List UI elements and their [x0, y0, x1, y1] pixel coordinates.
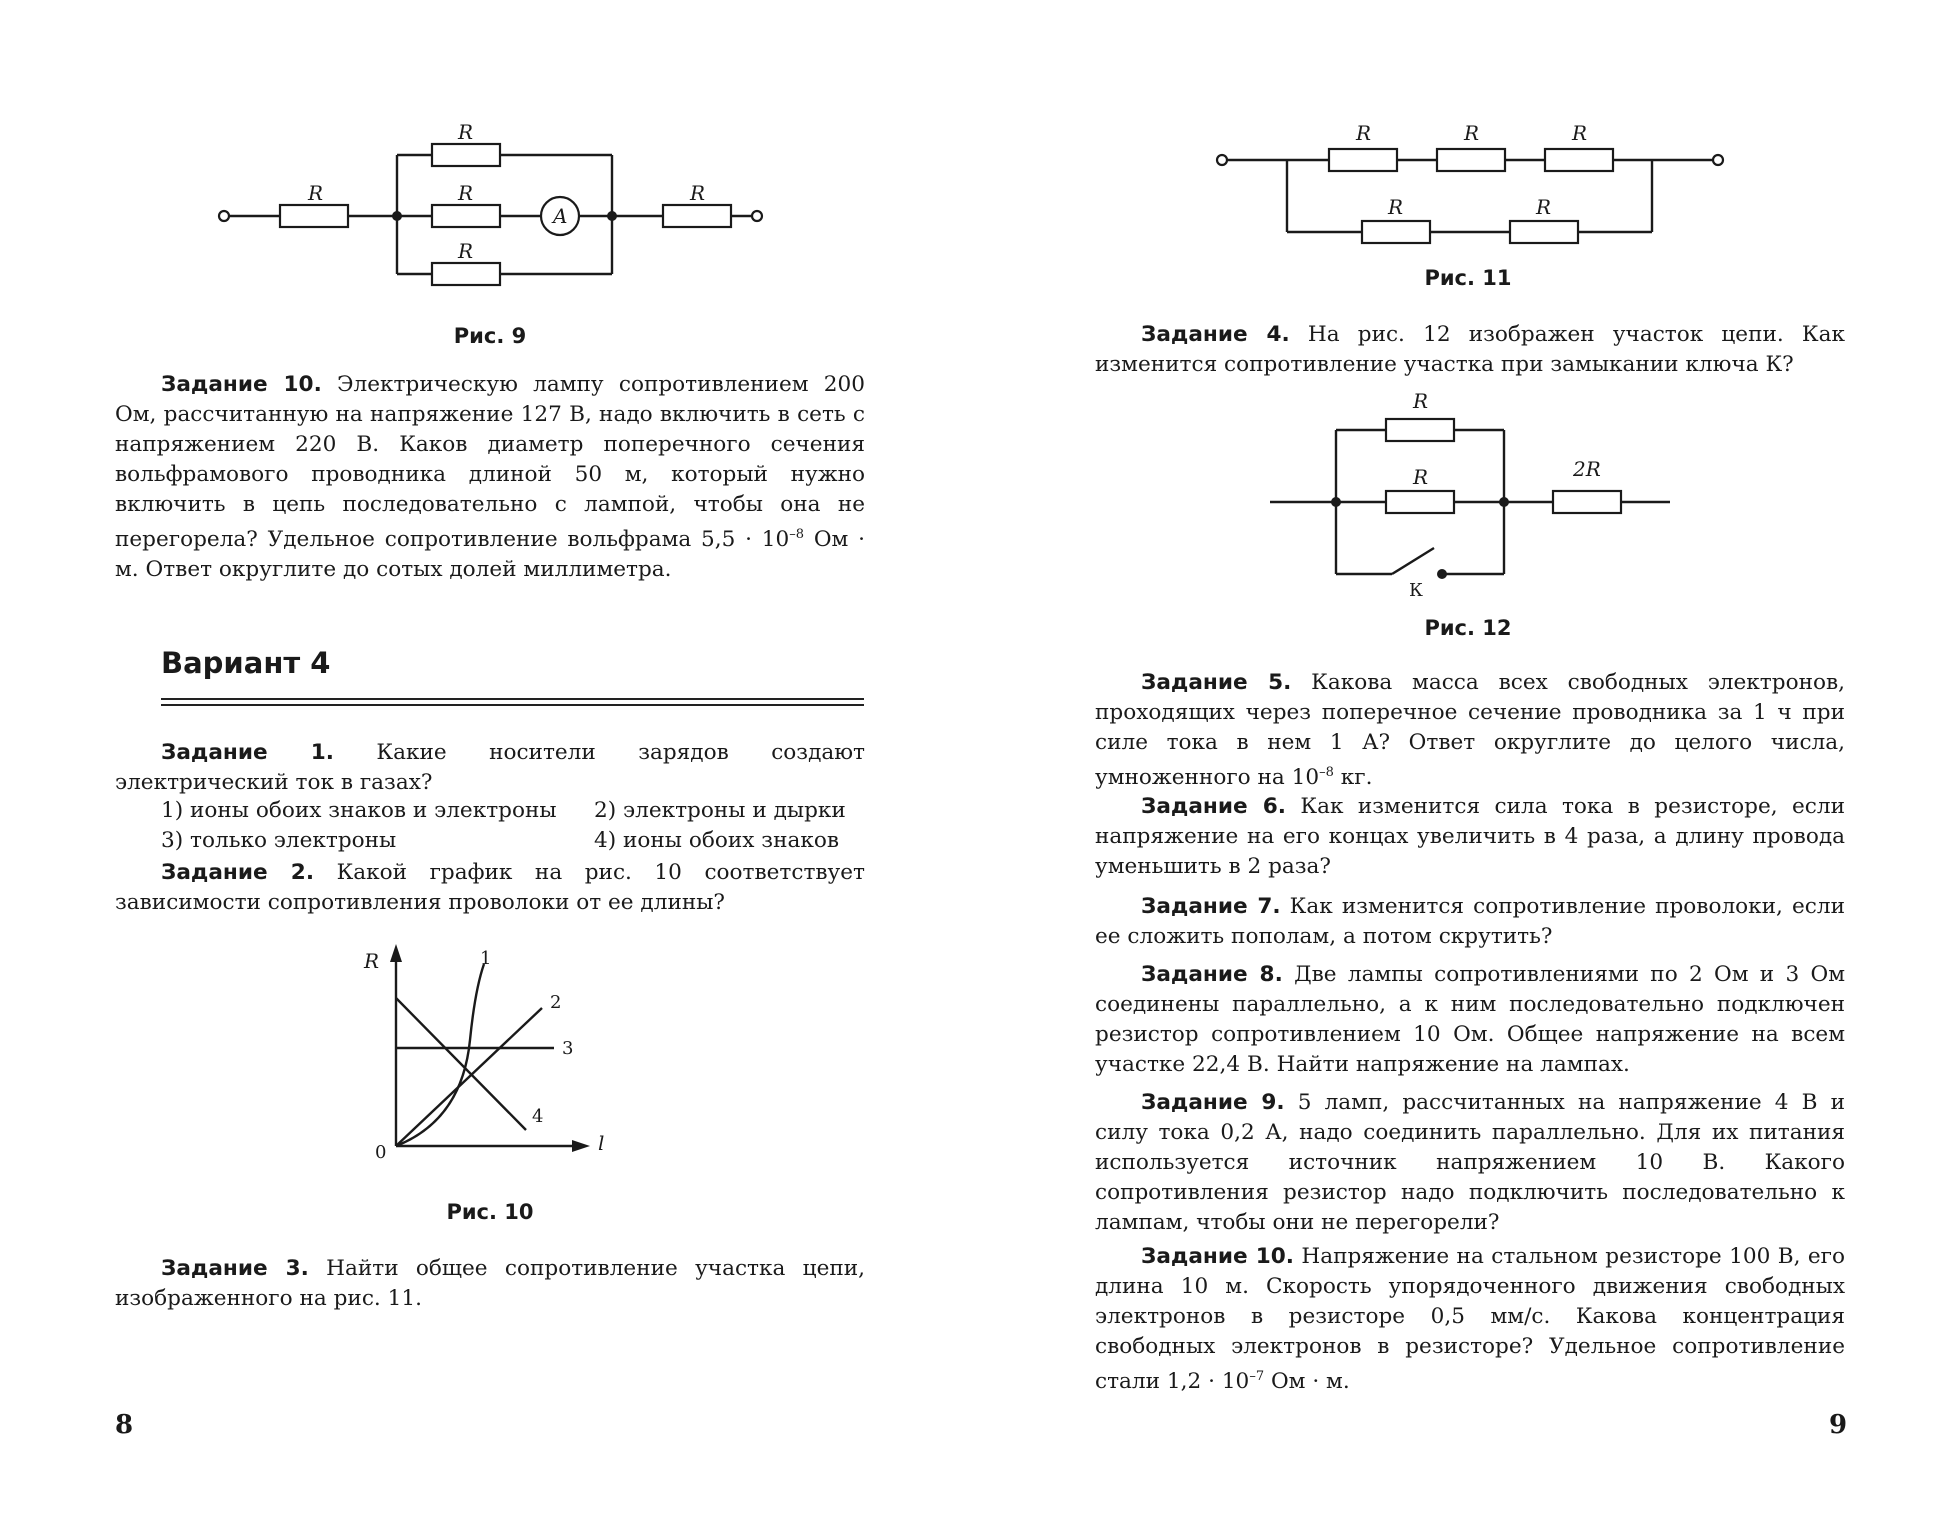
figure-10-caption: Рис. 10: [446, 1200, 534, 1224]
graph-line-1: [396, 964, 484, 1146]
task-1-option-1: 1) ионы обоих знаков и электроны: [161, 798, 557, 823]
fig12-label-2r: 2R: [1573, 457, 1601, 481]
fig11-terminal-left: [1217, 155, 1227, 165]
task-5-text: Какова масса всех свободных электронов, проходящих через поперечное сечение проводника за 1 ч при силе тока в нем 1 А? Ответ округлите до целого числа, умноженного на 10: [1095, 670, 1845, 791]
task-6-text: Как изменится сила тока в резисторе, если напряжение на его концах увеличить в 4 раза, а длину провода уменьшить в 2 раза?: [1095, 794, 1845, 879]
fig11-resistor-top-3: [1545, 149, 1613, 171]
terminal-left: [219, 211, 229, 221]
graph-line-4: [396, 998, 526, 1130]
task-6-label: Задание 6.: [1141, 794, 1286, 819]
fig10-curve-4-label: 4: [532, 1106, 544, 1127]
fig12-label-r-top: R: [1413, 389, 1429, 413]
figure-11-caption: Рис. 11: [1424, 266, 1512, 290]
page-number-right: 9: [1829, 1410, 1848, 1440]
variant-rule-bottom: [161, 704, 864, 706]
task-5-text-end: кг.: [1333, 765, 1373, 791]
fig11-label-bottom-2: R: [1536, 195, 1552, 219]
task-1: [115, 738, 865, 798]
task-1-option-2: 2) электроны и дырки: [594, 798, 846, 823]
fig12-resistor-top: [1386, 419, 1454, 441]
task-1-label: Задание 1.: [161, 740, 334, 765]
task-5-exp: –8: [1319, 765, 1334, 780]
task-7: [1095, 892, 1845, 952]
fig9-label-r-right: R: [690, 181, 706, 205]
right-page: [973, 0, 1946, 1520]
task-10-right-exp: –7: [1249, 1369, 1265, 1384]
figure-9-caption: Рис. 9: [453, 324, 527, 348]
fig11-resistor-bottom-1: [1362, 221, 1430, 243]
task-9-text: 5 ламп, рассчитанных на напряжение 4 В и силу тока 0,2 А, надо соединить параллельно. Для их питания используется источник напряжением 10 В. Какого сопротивления резистор надо подключить последовательно к лампам, чтобы они не перегорели?: [1095, 1090, 1845, 1235]
fig11-terminal-right: [1713, 155, 1723, 165]
task-10-right: [1095, 1242, 1845, 1397]
task-2-label: Задание 2.: [161, 860, 315, 885]
resistor-middle: [432, 205, 500, 227]
task-10-left-text: Электрическую лампу сопротивлением 200 Ом, рассчитанную на напряжение 127 В, надо включить в сеть с напряжением 220 В. Каков диаметр поперечного сечения вольфрамового проводника длиной 50 м, который нужно включить в цепь последовательно с лампой, чтобы она не перегорела? Удельное сопротивление вольфрама 5,5 · 10: [115, 372, 865, 553]
fig10-origin: 0: [375, 1142, 387, 1163]
fig9-label-ammeter: A: [553, 204, 568, 228]
resistor-left: [280, 205, 348, 227]
figure-12-caption: Рис. 12: [1424, 616, 1512, 640]
fig11-resistor-bottom-2: [1510, 221, 1578, 243]
task-8: [1095, 960, 1845, 1080]
fig12-key-blade: [1392, 548, 1434, 574]
fig11-label-top-1: R: [1356, 121, 1372, 145]
task-8-label: Задание 8.: [1141, 962, 1283, 987]
fig12-label-key: К: [1409, 580, 1423, 601]
task-2: [115, 858, 865, 918]
fig10-x-label: l: [598, 1131, 605, 1155]
task-4: [1095, 320, 1845, 380]
fig11-label-bottom-1: R: [1388, 195, 1404, 219]
task-1-option-3: 3) только электроны: [161, 828, 397, 853]
task-2-text: Какой график на рис. 10 соответствует зависимости сопротивления проволоки от ее длины?: [115, 860, 865, 915]
figure-10: [360, 940, 620, 1170]
task-10-left: [115, 370, 865, 585]
y-axis-arrow: [390, 944, 402, 962]
fig10-curve-3-label: 3: [562, 1038, 574, 1059]
page-number-left: 8: [115, 1410, 134, 1440]
task-7-text: Как изменится сопротивление проволоки, если ее сложить пополам, а потом скрутить?: [1095, 894, 1845, 949]
task-6: [1095, 792, 1845, 882]
variant-title: Вариант 4: [161, 646, 331, 680]
figure-9: [210, 110, 770, 290]
fig9-label-r-left: R: [308, 181, 324, 205]
task-1-option-4: 4) ионы обоих знаков: [594, 828, 839, 853]
fig11-label-top-2: R: [1464, 121, 1480, 145]
figure-11: [1203, 110, 1723, 250]
fig12-resistor-right: [1553, 491, 1621, 513]
task-5: [1095, 668, 1845, 793]
task-10-left-text-end: Ом · м. Ответ округлите до сотых долей миллиметра.: [115, 527, 865, 583]
task-3-label: Задание 3.: [161, 1256, 309, 1281]
terminal-right: [752, 211, 762, 221]
task-8-text: Две лампы сопротивлениями по 2 Ом и 3 Ом соединены параллельно, а к ним последовательно подключен резистор сопротивлением 10 Ом. Общее напряжение на всем участке 22,4 В. Найти напряжение на лампах.: [1095, 962, 1845, 1077]
figure-12: [1263, 385, 1663, 605]
fig11-resistor-top-1: [1329, 149, 1397, 171]
task-3: [115, 1254, 865, 1314]
task-10-left-label: Задание 10.: [161, 372, 322, 397]
fig9-label-r-bottom: R: [458, 239, 474, 263]
fig11-label-top-3: R: [1572, 121, 1588, 145]
task-1-text: Какие носители зарядов создают электрический ток в газах?: [115, 740, 865, 795]
fig10-y-label: R: [364, 949, 380, 973]
fig10-curve-1-label: 1: [480, 948, 492, 969]
task-10-right-label: Задание 10.: [1141, 1244, 1294, 1269]
task-9: [1095, 1088, 1845, 1238]
fig10-curve-2-label: 2: [550, 992, 562, 1013]
variant-rule-top: [161, 698, 864, 700]
task-4-label: Задание 4.: [1141, 322, 1290, 347]
task-10-right-text: Напряжение на стальном резисторе 100 В, его длина 10 м. Скорость упорядоченного движения свободных электронов в резисторе 0,5 мм/с. Какова концентрация свободных электронов в резисторе? Удельное сопротивление стали 1,2 · 10: [1095, 1244, 1845, 1395]
task-10-left-exp: –8: [789, 527, 805, 542]
resistor-top: [432, 144, 500, 166]
task-9-label: Задание 9.: [1141, 1090, 1285, 1115]
task-4-text: На рис. 12 изображен участок цепи. Как изменится сопротивление участка при замыкании ключа К?: [1095, 322, 1845, 377]
task-10-right-text-end: Ом · м.: [1264, 1369, 1350, 1395]
task-5-label: Задание 5.: [1141, 670, 1292, 695]
task-7-label: Задание 7.: [1141, 894, 1281, 919]
task-3-text: Найти общее сопротивление участка цепи, изображенного на рис. 11.: [115, 1256, 865, 1311]
fig12-resistor-middle: [1386, 491, 1454, 513]
fig9-label-r-middle: R: [458, 181, 474, 205]
x-axis-arrow: [572, 1140, 590, 1152]
resistor-right: [663, 205, 731, 227]
fig9-label-r-top: R: [458, 120, 474, 144]
fig12-label-r-middle: R: [1413, 465, 1429, 489]
fig11-resistor-top-2: [1437, 149, 1505, 171]
resistor-bottom: [432, 263, 500, 285]
